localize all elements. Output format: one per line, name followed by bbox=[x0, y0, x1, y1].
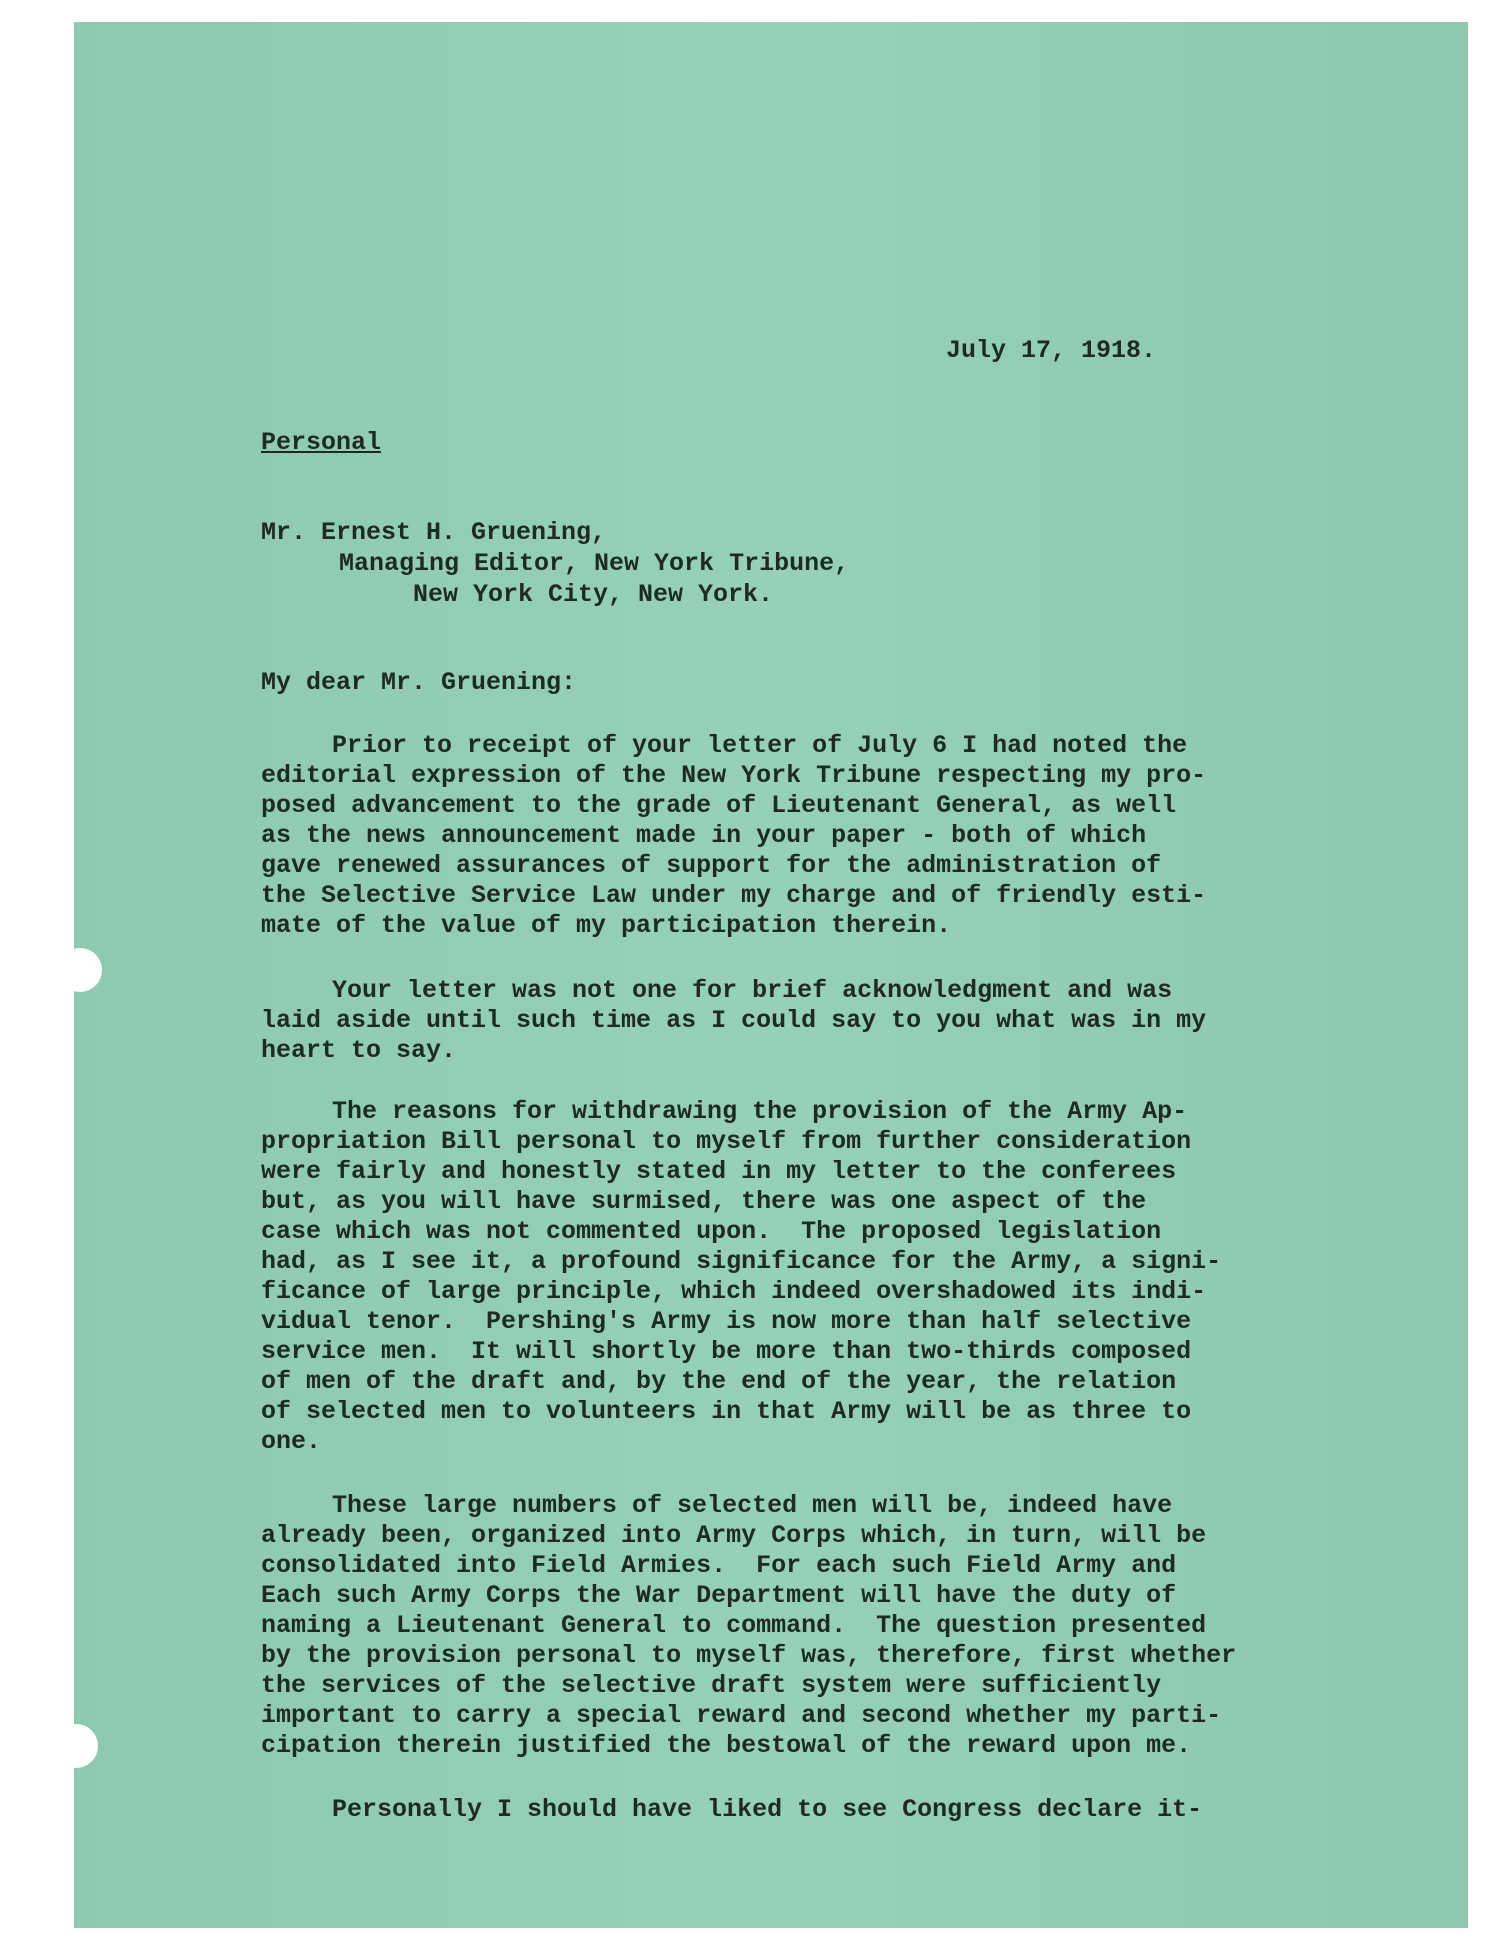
text-line: one. bbox=[261, 1427, 322, 1456]
text-line: service men. It will shortly be more than two-thirds composed bbox=[261, 1337, 1192, 1366]
text-line: The reasons for withdrawing the provision of the Army Ap- bbox=[332, 1097, 1188, 1126]
salutation: My dear Mr. Gruening: bbox=[261, 668, 577, 697]
recipient-name: Mr. Ernest H. Gruening, bbox=[261, 518, 607, 547]
recipient-city: New York City, New York. bbox=[413, 580, 774, 609]
paragraph-1 bbox=[261, 731, 1206, 941]
text-line: of selected men to volunteers in that Army will be as three to bbox=[261, 1397, 1192, 1426]
recipient-title: Managing Editor, New York Tribune, bbox=[339, 549, 850, 578]
text-line: vidual tenor. Pershing's Army is now more than half selective bbox=[261, 1307, 1192, 1336]
text-line: the services of the selective draft system were sufficiently bbox=[261, 1671, 1162, 1700]
text-line: Each such Army Corps the War Department will have the duty of bbox=[261, 1581, 1177, 1610]
text-line: the Selective Service Law under my charge and of friendly esti- bbox=[261, 881, 1207, 910]
text-line: were fairly and honestly stated in my letter to the conferees bbox=[261, 1157, 1177, 1186]
text-line: heart to say. bbox=[261, 1036, 457, 1065]
text-line: had, as I see it, a profound significance for the Army, a signi- bbox=[261, 1247, 1222, 1276]
text-line: but, as you will have surmised, there was one aspect of the bbox=[261, 1187, 1147, 1216]
text-line: Prior to receipt of your letter of July 6 I had noted the bbox=[332, 731, 1188, 760]
text-line: gave renewed assurances of support for the administration of bbox=[261, 851, 1162, 880]
text-line: already been, organized into Army Corps which, in turn, will be bbox=[261, 1521, 1207, 1550]
paragraph-3 bbox=[261, 1097, 1221, 1457]
text-line: posed advancement to the grade of Lieutenant General, as well bbox=[261, 791, 1177, 820]
text-line: laid aside until such time as I could say to you what was in my bbox=[261, 1006, 1207, 1035]
paragraph-4 bbox=[261, 1491, 1236, 1761]
personal-marking: Personal bbox=[261, 428, 382, 457]
punch-hole bbox=[58, 948, 102, 992]
text-line: Personally I should have liked to see Congress declare it- bbox=[332, 1795, 1203, 1824]
text-line: of men of the draft and, by the end of the year, the relation bbox=[261, 1367, 1177, 1396]
paragraph-2 bbox=[261, 976, 1206, 1066]
text-line: mate of the value of my participation therein. bbox=[261, 911, 952, 940]
text-line: ficance of large principle, which indeed overshadowed its indi- bbox=[261, 1277, 1207, 1306]
letter-date: July 17, 1918. bbox=[946, 336, 1157, 365]
text-line: propriation Bill personal to myself from further consideration bbox=[261, 1127, 1192, 1156]
text-line: case which was not commented upon. The proposed legislation bbox=[261, 1217, 1162, 1246]
text-line: cipation therein justified the bestowal of the reward upon me. bbox=[261, 1731, 1192, 1760]
text-line: editorial expression of the New York Tribune respecting my pro- bbox=[261, 761, 1207, 790]
text-line: These large numbers of selected men will be, indeed have bbox=[332, 1491, 1173, 1520]
punch-hole bbox=[54, 1724, 98, 1768]
text-line: as the news announcement made in your paper - both of which bbox=[261, 821, 1147, 850]
text-line: Your letter was not one for brief acknowledgment and was bbox=[332, 976, 1173, 1005]
text-line: important to carry a special reward and second whether my parti- bbox=[261, 1701, 1222, 1730]
paragraph-5 bbox=[261, 1795, 1202, 1825]
text-line: naming a Lieutenant General to command. The question presented bbox=[261, 1611, 1207, 1640]
text-line: by the provision personal to myself was, therefore, first whether bbox=[261, 1641, 1237, 1670]
text-line: consolidated into Field Armies. For each such Field Army and bbox=[261, 1551, 1177, 1580]
